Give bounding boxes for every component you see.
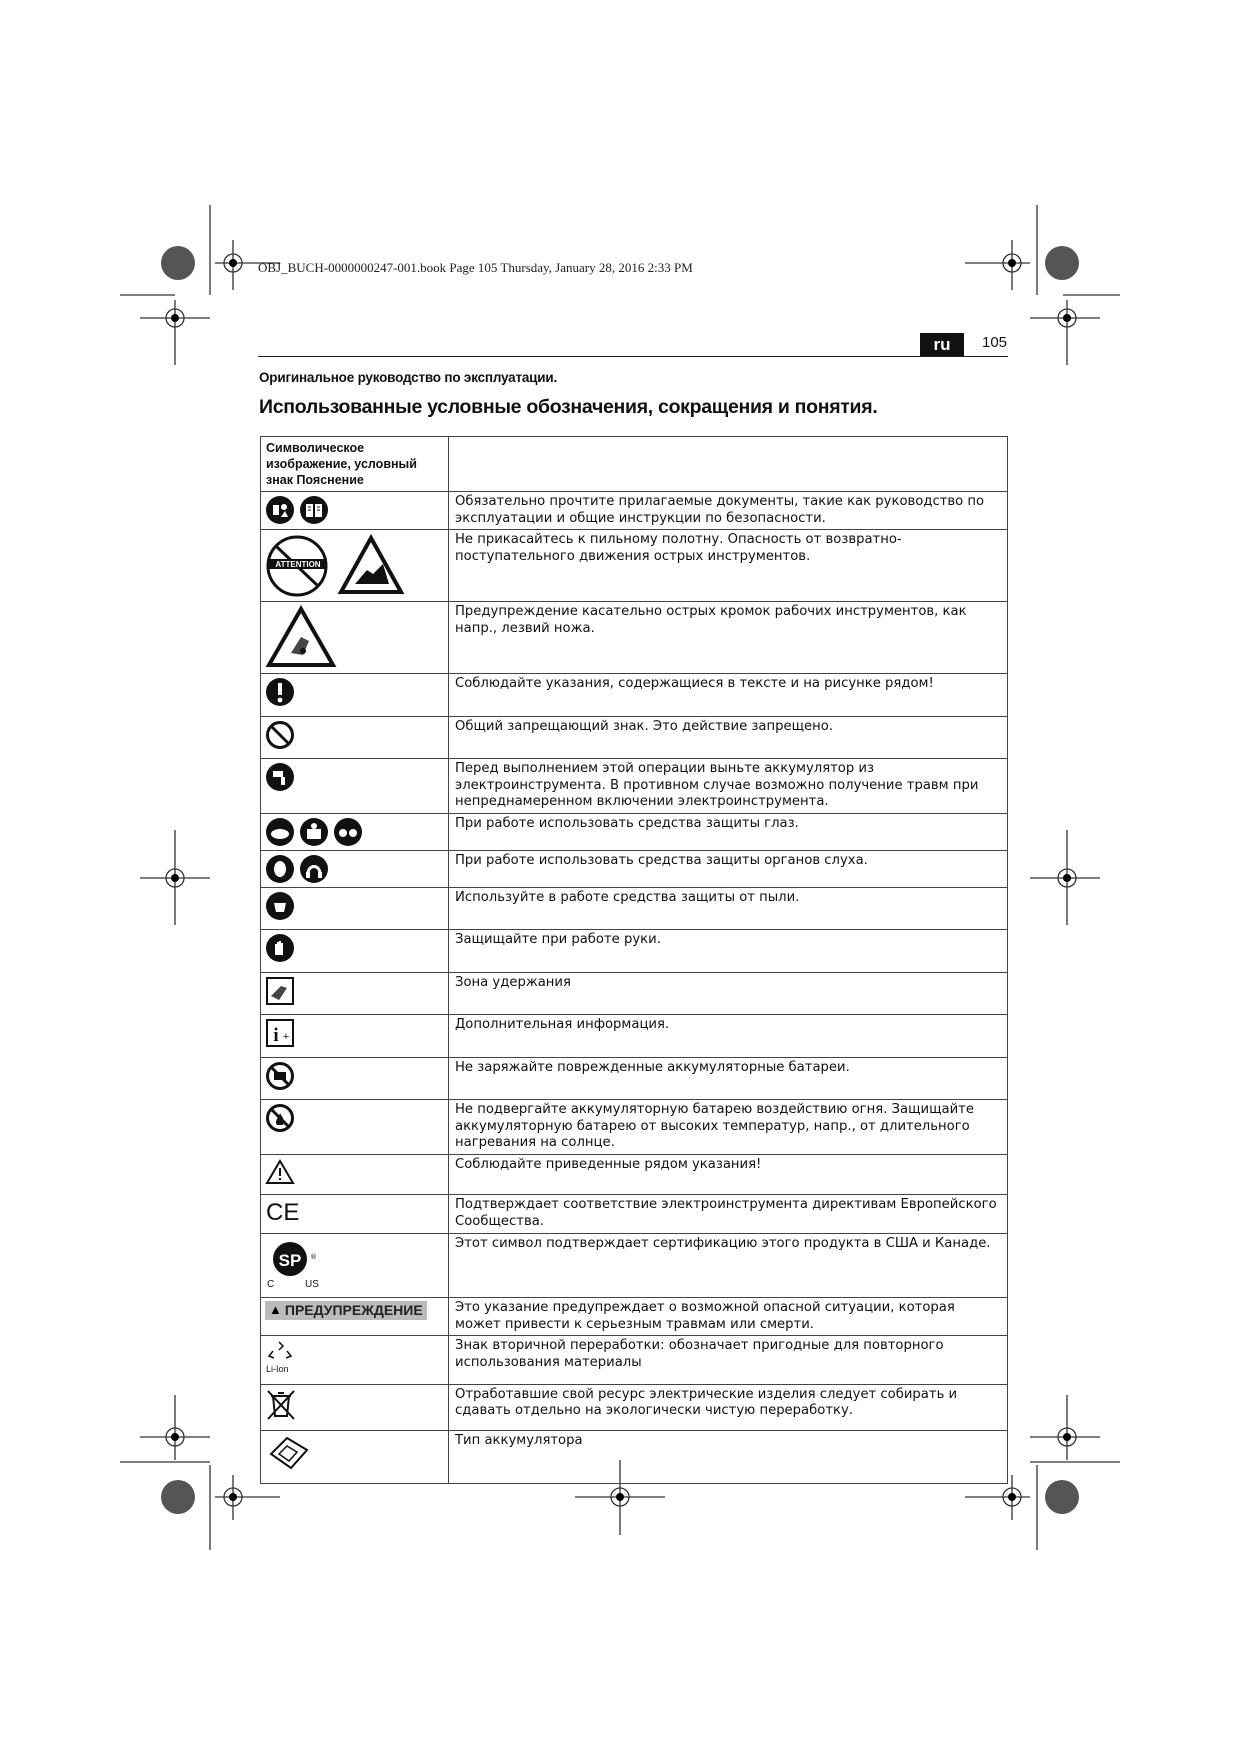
table-row xyxy=(261,1384,1008,1431)
warning-label xyxy=(265,1301,427,1320)
row-text: Перед выполнением этой операции выньте аккумулятор из электроинструмента. В противном случае возможно получение травм при непреднамеренном включении электроинструмента. xyxy=(449,759,1008,814)
svg-text:SP: SP xyxy=(278,1250,302,1270)
table-row xyxy=(261,1336,1008,1385)
mandatory-action-icon xyxy=(265,677,295,707)
row-text: Обязательно прочтите прилагаемые документы, такие как руководство по эксплуатации и общие инструкции по безопасности. xyxy=(449,492,1008,530)
svg-text:CE: CE xyxy=(266,1199,300,1224)
liion-label: Li-Ion xyxy=(266,1364,289,1374)
book-source-line: OBJ_BUCH-0000000247-001.book Page 105 Thursday, January 28, 2016 2:33 PM xyxy=(258,260,693,275)
table-row xyxy=(261,674,1008,717)
prohibition-icon xyxy=(265,720,295,750)
svg-text:®: ® xyxy=(310,1252,317,1261)
table-row xyxy=(261,1015,1008,1058)
manual-subtitle: Оригинальное руководство по эксплуатации. xyxy=(259,370,558,385)
ce-mark-icon xyxy=(265,1198,301,1224)
ear-protection-icon xyxy=(299,854,329,884)
info-icon xyxy=(265,1018,295,1048)
row-text: Не заряжайте поврежденные аккумуляторные батареи. xyxy=(449,1057,1008,1100)
row-text: Дополнительная информация. xyxy=(449,1015,1008,1058)
page-number: 105 xyxy=(982,334,1008,351)
no-fire-battery-icon xyxy=(265,1103,295,1133)
column-header-symbol: Символическое изображение, условный знак Пояснение xyxy=(261,437,449,492)
language-badge: ru xyxy=(920,333,964,356)
row-text: Защищайте при работе руки. xyxy=(449,930,1008,973)
table-row xyxy=(261,492,1008,530)
table-row xyxy=(261,1431,1008,1484)
earmuffs-icon xyxy=(265,854,295,884)
row-text: Тип аккумулятора xyxy=(449,1431,1008,1484)
page-title: Использованные условные обозначения, сокращения и понятия. xyxy=(259,396,878,418)
gloves-icon xyxy=(265,933,295,963)
face-shield-icon xyxy=(299,817,329,847)
column-header-explanation xyxy=(449,437,1008,492)
sharp-edge-warning-icon xyxy=(265,605,337,669)
safety-glasses-icon xyxy=(333,817,363,847)
row-text: При работе использовать средства защиты глаз. xyxy=(449,813,1008,850)
row-text: Общий запрещающий знак. Это действие запрещено. xyxy=(449,716,1008,759)
row-text: Этот символ подтверждает сертификацию этого продукта в США и Канаде. xyxy=(449,1233,1008,1298)
table-row xyxy=(261,1100,1008,1155)
table-row xyxy=(261,1298,1008,1336)
row-text: Соблюдайте указания, содержащиеся в тексте и на рисунке рядом! xyxy=(449,674,1008,717)
symbols-table xyxy=(260,436,1008,1484)
svg-text:+: + xyxy=(282,1031,290,1043)
table-row xyxy=(261,1154,1008,1195)
csa-mark-icon xyxy=(265,1237,325,1289)
manual-book-icon xyxy=(299,495,329,525)
row-text: При работе использовать средства защиты органов слуха. xyxy=(449,850,1008,887)
row-text: Зона удержания xyxy=(449,972,1008,1015)
svg-text:ATTENTION: ATTENTION xyxy=(275,560,321,569)
csa-right-letters: US xyxy=(305,1278,319,1289)
attention-blade-icon xyxy=(265,533,333,597)
table-row xyxy=(261,887,1008,930)
row-text: Соблюдайте приведенные рядом указания! xyxy=(449,1154,1008,1195)
table-row xyxy=(261,530,1008,602)
row-text: Не прикасайтесь к пильному полотну. Опасность от возвратно-поступательного движения острых инструментов. xyxy=(449,530,1008,602)
row-text: Отработавшие свой ресурс электрические изделия следует собирать и сдавать отдельно на экологически чистую переработку. xyxy=(449,1384,1008,1431)
dust-mask-icon xyxy=(265,891,295,921)
table-row xyxy=(261,759,1008,814)
table-row xyxy=(261,1057,1008,1100)
row-text: Это указание предупреждает о возможной опасной ситуации, которая может привести к серьезным травмам или смерти. xyxy=(449,1298,1008,1336)
table-row xyxy=(261,1233,1008,1298)
row-text: Знак вторичной переработки: обозначает пригодные для повторного использования материалы xyxy=(449,1336,1008,1385)
recycling-liion-icon xyxy=(265,1339,301,1375)
goggles-icon xyxy=(265,817,295,847)
header-rule xyxy=(258,356,1008,357)
remove-battery-icon xyxy=(265,762,295,792)
row-text: Предупреждение касательно острых кромок рабочих инструментов, как напр., лезвий ножа. xyxy=(449,602,1008,674)
warning-label-text: ПРЕДУПРЕЖДЕНИЕ xyxy=(284,1302,423,1318)
warning-label-triangle-icon: ▲ xyxy=(269,1302,282,1317)
row-text: Подтверждает соответствие электроинструмента директивам Европейского Сообщества. xyxy=(449,1195,1008,1234)
table-row xyxy=(261,972,1008,1015)
table-row xyxy=(261,1195,1008,1234)
row-text: Используйте в работе средства защиты от пыли. xyxy=(449,887,1008,930)
warning-triangle-icon xyxy=(265,1158,295,1186)
table-row xyxy=(261,850,1008,887)
svg-text:i: i xyxy=(273,1025,279,1046)
battery-type-icon xyxy=(265,1434,311,1474)
table-row xyxy=(261,813,1008,850)
table-row xyxy=(261,930,1008,973)
csa-left-letter: C xyxy=(267,1278,275,1289)
weee-bin-icon xyxy=(265,1388,297,1422)
table-row xyxy=(261,716,1008,759)
row-text: Не подвергайте аккумуляторную батарею воздействию огня. Защищайте аккумуляторную батарею от высоких температур, напр., от длительного нагревания на солнце. xyxy=(449,1100,1008,1155)
table-row xyxy=(261,602,1008,674)
grip-zone-icon xyxy=(265,976,295,1006)
no-charge-damaged-battery-icon xyxy=(265,1061,295,1091)
blade-warning-triangle-icon xyxy=(337,534,405,596)
table-header-row xyxy=(261,437,1008,492)
read-manual-icon xyxy=(265,495,295,525)
